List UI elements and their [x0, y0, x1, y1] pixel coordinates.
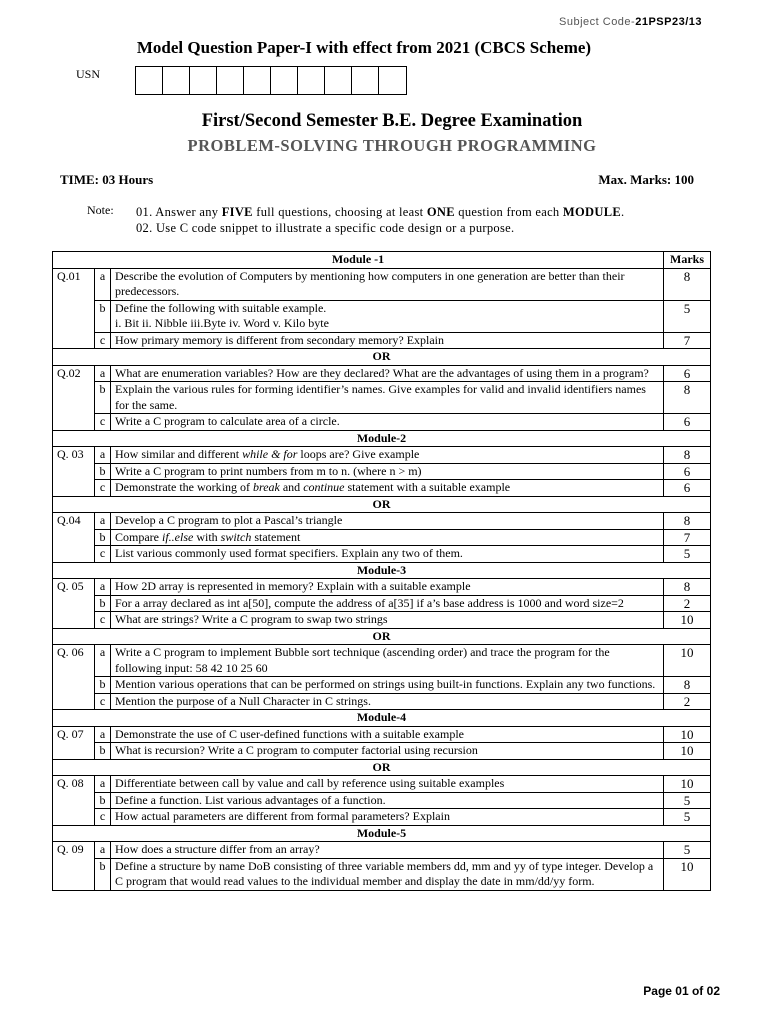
question-row	[53, 595, 711, 612]
question-text	[111, 480, 664, 497]
part-label: b	[95, 677, 111, 694]
question-text: How primary memory is different from secondary memory? Explain	[111, 332, 664, 349]
part-label: b	[95, 792, 111, 809]
question-number: Q. 05	[53, 579, 95, 629]
usn-box[interactable]	[325, 67, 352, 94]
question-marks: 5	[664, 546, 711, 563]
question-text: Write a C program to print numbers from m to n. (where n > m)	[111, 463, 664, 480]
question-text: What is recursion? Write a C program to computer factorial using recursion	[111, 743, 664, 760]
module-row	[53, 562, 711, 579]
question-text: Define a structure by name DoB consisting of three variable members dd, mm and yy of type integer. Develop a C program that would read values to the individual member and display the date in mm/dd/yy form.	[111, 858, 664, 890]
question-row	[53, 447, 711, 464]
question-text-italic: switch	[220, 529, 252, 544]
question-text-line: i. Bit ii. Nibble iii.Byte iv. Word v. Kilo byte	[115, 316, 329, 330]
part-label: a	[95, 776, 111, 793]
question-text-part: with	[193, 529, 221, 544]
question-marks: 5	[664, 792, 711, 809]
question-row	[53, 300, 711, 332]
subject-code	[559, 16, 702, 28]
question-marks: 2	[664, 595, 711, 612]
question-row	[53, 546, 711, 563]
note-text: 01. Answer any	[136, 205, 222, 219]
question-row	[53, 743, 711, 760]
part-label: b	[95, 858, 111, 890]
question-text	[111, 529, 664, 546]
question-row	[53, 529, 711, 546]
question-text: How 2D array is represented in memory? Explain with a suitable example	[111, 579, 664, 596]
note-emph: ONE	[426, 205, 455, 219]
module-heading: Module-3	[53, 562, 711, 579]
question-row	[53, 809, 711, 826]
question-text-italic: continue	[303, 480, 345, 494]
question-row	[53, 612, 711, 629]
usn-box[interactable]	[217, 67, 244, 94]
question-text-italic: break	[252, 480, 280, 494]
question-row	[53, 693, 711, 710]
note-emph: MODULE	[562, 205, 621, 219]
question-text	[111, 447, 664, 464]
usn-box[interactable]	[136, 67, 163, 94]
question-row	[53, 726, 711, 743]
question-text: How does a structure differ from an array?	[111, 842, 664, 859]
question-marks: 2	[664, 693, 711, 710]
usn-box[interactable]	[271, 67, 298, 94]
or-row	[53, 496, 711, 513]
question-marks: 6	[664, 365, 711, 382]
question-number: Q.04	[53, 513, 95, 563]
question-marks: 10	[664, 743, 711, 760]
note-text: question from each	[454, 205, 563, 219]
part-label: a	[95, 842, 111, 859]
question-number: Q.01	[53, 268, 95, 349]
question-marks: 8	[664, 579, 711, 596]
question-marks: 10	[664, 726, 711, 743]
question-marks: 5	[664, 809, 711, 826]
part-label: c	[95, 480, 111, 497]
question-marks: 7	[664, 529, 711, 546]
question-number: Q. 03	[53, 447, 95, 497]
module-heading: Module-2	[53, 430, 711, 447]
question-row	[53, 382, 711, 414]
or-row	[53, 628, 711, 645]
note-line-2: 02. Use C code snippet to illustrate a specific code design or a purpose.	[136, 221, 515, 235]
question-text: Write a C program to implement Bubble sort technique (ascending order) and trace the program for the following input: 58 42 10 25 60	[111, 645, 664, 677]
or-row	[53, 349, 711, 366]
question-row	[53, 463, 711, 480]
question-text: Demonstrate the use of C user-defined functions with a suitable example	[111, 726, 664, 743]
question-row	[53, 365, 711, 382]
module-heading: Module -1	[53, 252, 664, 269]
question-text: List various commonly used format specifiers. Explain any two of them.	[111, 546, 664, 563]
note-emph: FIVE	[221, 205, 253, 219]
question-text-italic: while & for	[242, 447, 298, 461]
question-row	[53, 332, 711, 349]
question-marks: 7	[664, 332, 711, 349]
question-marks: 5	[664, 300, 711, 332]
question-row	[53, 677, 711, 694]
question-marks: 8	[664, 447, 711, 464]
question-number: Q. 06	[53, 645, 95, 710]
paper-title: Model Question Paper-I with effect from 2021 (CBCS Scheme)	[136, 38, 592, 57]
part-label: c	[95, 332, 111, 349]
question-text-part: How similar and different	[115, 447, 243, 461]
part-label: c	[95, 693, 111, 710]
subject-name: PROBLEM-SOLVING THROUGH PROGRAMMING	[187, 136, 597, 155]
question-text-italic: if..else	[162, 529, 194, 544]
question-number: Q.02	[53, 365, 95, 430]
question-text-part: loops are? Give example	[297, 447, 420, 461]
subject-code-label: Subject Code-	[559, 16, 636, 28]
usn-box[interactable]	[379, 67, 406, 94]
question-text: Define a function. List various advantages of a function.	[111, 792, 664, 809]
module-row	[53, 825, 711, 842]
question-text-part: statement with a suitable example	[344, 480, 511, 494]
part-label: c	[95, 612, 111, 629]
module-header-row	[53, 252, 711, 269]
question-text-part: Compare	[115, 529, 162, 544]
part-label: c	[95, 414, 111, 431]
note-text: full questions, choosing at least	[252, 205, 427, 219]
question-text-part: Demonstrate the working of	[115, 480, 253, 494]
or-text: OR	[53, 496, 711, 513]
question-row	[53, 858, 711, 890]
question-marks: 8	[664, 382, 711, 414]
note-line-1	[136, 204, 624, 220]
question-marks: 10	[664, 776, 711, 793]
exam-title: First/Second Semester B.E. Degree Examination	[201, 111, 583, 131]
question-row	[53, 645, 711, 677]
question-row	[53, 414, 711, 431]
question-marks: 10	[664, 858, 711, 890]
question-marks: 10	[664, 645, 711, 677]
question-text: What are strings? Write a C program to swap two strings	[111, 612, 664, 629]
part-label: c	[95, 809, 111, 826]
note-label: Note:	[87, 203, 114, 217]
question-number: Q. 07	[53, 726, 95, 759]
question-text-line: Define the following with suitable example.	[115, 300, 327, 315]
usn-box[interactable]	[298, 67, 325, 94]
question-text	[111, 300, 664, 332]
module-row	[53, 710, 711, 727]
question-row	[53, 513, 711, 530]
or-text: OR	[53, 628, 711, 645]
module-row	[53, 430, 711, 447]
usn-boxes[interactable]	[135, 66, 407, 95]
question-text-part: statement	[251, 529, 301, 544]
question-row	[53, 268, 711, 300]
usn-box[interactable]	[190, 67, 217, 94]
question-marks: 8	[664, 677, 711, 694]
question-number: Q. 09	[53, 842, 95, 891]
part-label: b	[95, 529, 111, 546]
question-row	[53, 480, 711, 497]
part-label: a	[95, 726, 111, 743]
question-text: Mention the purpose of a Null Character in C strings.	[111, 693, 664, 710]
part-label: a	[95, 645, 111, 677]
page-number: Page 01 of 02	[643, 984, 720, 998]
question-text: Develop a C program to plot a Pascal’s triangle	[111, 513, 664, 530]
part-label: a	[95, 268, 111, 300]
part-label: b	[95, 595, 111, 612]
usn-box[interactable]	[163, 67, 190, 94]
question-table	[52, 251, 711, 891]
question-text: Write a C program to calculate area of a circle.	[111, 414, 664, 431]
question-row	[53, 792, 711, 809]
note-text: .	[620, 205, 625, 219]
part-label: a	[95, 447, 111, 464]
max-marks-label: Max. Marks: 100	[598, 172, 694, 187]
question-text: For a array declared as int a[50], compute the address of a[35] if a’s base address is 1000 and word size=2	[111, 595, 664, 612]
question-text: What are enumeration variables? How are they declared? What are the advantages of using them in a program?	[111, 365, 664, 382]
question-marks: 10	[664, 612, 711, 629]
question-text: Mention various operations that can be performed on strings using built-in functions. Explain any two functions.	[111, 677, 664, 694]
question-text: Differentiate between call by value and call by reference using suitable examples	[111, 776, 664, 793]
part-label: c	[95, 546, 111, 563]
part-label: b	[95, 300, 111, 332]
question-row	[53, 776, 711, 793]
question-text: Describe the evolution of Computers by mentioning how computers in one generation are better than their predecessors.	[111, 268, 664, 300]
usn-label: USN	[76, 67, 101, 81]
note-lines	[136, 204, 624, 236]
part-label: b	[95, 463, 111, 480]
module-heading: Module-5	[53, 825, 711, 842]
part-label: a	[95, 579, 111, 596]
question-marks: 5	[664, 842, 711, 859]
or-text: OR	[53, 759, 711, 776]
or-row	[53, 759, 711, 776]
module-heading: Module-4	[53, 710, 711, 727]
usn-box[interactable]	[352, 67, 379, 94]
part-label: a	[95, 365, 111, 382]
time-label: TIME: 03 Hours	[60, 172, 154, 187]
subject-code-value: 21PSP23/13	[635, 16, 702, 28]
question-text: Explain the various rules for forming identifier’s names. Give examples for valid and invalid identifiers names for the same.	[111, 382, 664, 414]
question-marks: 8	[664, 513, 711, 530]
question-row	[53, 579, 711, 596]
question-row	[53, 842, 711, 859]
question-text: How actual parameters are different from formal parameters? Explain	[111, 809, 664, 826]
marks-heading: Marks	[664, 252, 711, 269]
part-label: b	[95, 382, 111, 414]
or-text: OR	[53, 349, 711, 366]
question-marks: 6	[664, 414, 711, 431]
question-marks: 8	[664, 268, 711, 300]
usn-box[interactable]	[244, 67, 271, 94]
question-marks: 6	[664, 480, 711, 497]
question-marks: 6	[664, 463, 711, 480]
question-number: Q. 08	[53, 776, 95, 826]
part-label: a	[95, 513, 111, 530]
question-text-part: and	[279, 480, 304, 494]
part-label: b	[95, 743, 111, 760]
